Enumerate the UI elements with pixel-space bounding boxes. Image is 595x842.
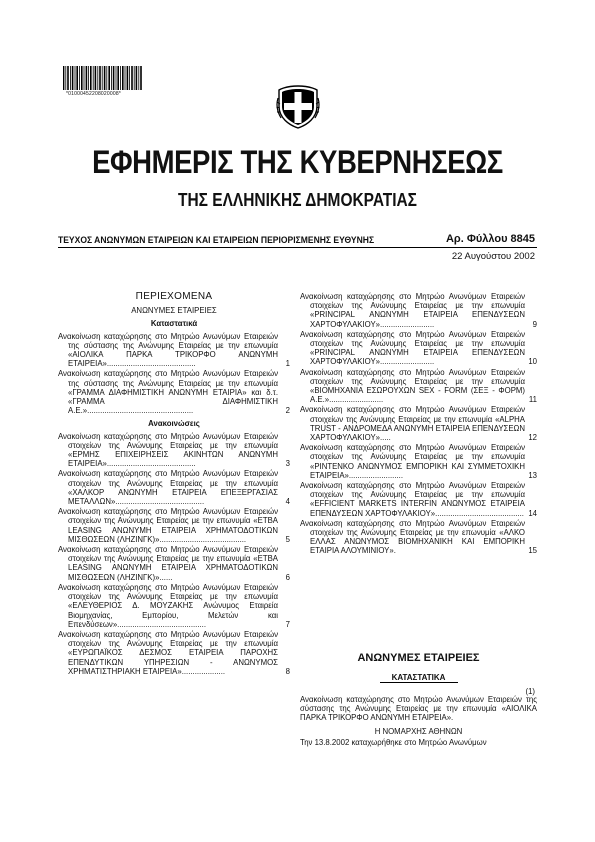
toc-entry[interactable]: Ανακοίνωση καταχώρησης στο Μητρώο Ανωνύμων Εταιρειών στοιχείων της Ανώνυμης Εταιρείας με την επωνυμία «ΧΑΛΚΟΡ ΑΝΩΝΥΜΗ ΕΤΑΙΡΕΙΑ ΕΠΕΞΕΡΓΑΣΙΑΣ ΜΕΤΑΛΛΩΝ»......................................... 4 [58,469,290,507]
issue-date: 22 Αυγούστου 2002 [451,251,535,262]
toc-entry[interactable]: Ανακοίνωση καταχώρησης στο Μητρώο Ανωνύμων Εταιρειών της σύστασης της Ανώνυμης Εταιρείας με την επωνυμία «ΑΙΟΛΙΚΑ ΠΑΡΚΑ ΤΡΙΚΟΡΦΟ ΑΝΩΝΥΜΗ ΕΤΑΙΡΕΙΑ»......................................... 1 [58,331,290,369]
issue-number: Αρ. Φύλλου 8845 [445,233,535,245]
toc-right-column [300,292,537,557]
toc-entry[interactable]: Ανακοίνωση καταχώρησης στο Μητρώο Ανωνύμων Εταιρειών στοιχείων της Ανώνυμης Εταιρείας με την επωνυμία «ΒΙΟΜΗΧΑΝΙΑ ΕΣΩΡΟΥΧΩΝ SEX - FORM (ΣΕΞ - ΦΟΡΜ) Α.Ε.»......................... 11 [300,367,537,405]
toc-entry[interactable]: Ανακοίνωση καταχώρησης στο Μητρώο Ανωνύμων Εταιρειών στοιχείων της Ανώνυμης Εταιρείας με την επωνυμία «ΕΤΒΑ LEASING ΑΝΩΝΥΜΗ ΕΤΑΙΡΕΙΑ ΧΡΗΜΑΤΟΔΟΤΙΚΩΝ ΜΙΣΘΩΣΕΩΝ (ΛΗΖΙΝΓΚ)»...... 6 [58,545,290,582]
toc-subtitle: ΑΝΩΝΥΜΕΣ ΕΤΑΙΡΕΙΕΣ [131,306,217,316]
prefecture-heading: Η ΝΟΜΑΡΧΗΣ ΑΘΗΝΩΝ [374,727,463,736]
section-heading: ΑΝΩΝΥΜΕΣ ΕΤΑΙΡΕΙΕΣ [357,652,480,664]
issue-type: ΤΕΥΧΟΣ ΑΝΩΝΥΜΩΝ ΕΤΑΙΡΕΙΩΝ ΚΑΙ ΕΤΑΙΡΕΙΩΝ ΠΕΡΙΟΡΙΣΜΕΝΗΣ ΕΥΘΥΝΗΣ [58,235,375,246]
toc-section-announcements: Ανακοινώσεις [148,419,200,429]
section-rule [380,682,458,683]
toc-section-statutes: Καταστατικά [150,319,198,329]
section-subheading: ΚΑΤΑΣΤΑΤΙΚΑ [391,673,446,682]
barcode [63,66,143,90]
toc-entry[interactable]: Ανακοίνωση καταχώρησης στο Μητρώο Ανωνύμων Εταιρειών στοιχείων της Ανώνυμης Εταιρείας με την επωνυμία «ΕΥΡΩΠΑΪΚΟΣ ΔΕΣΜΟΣ ΕΤΑΙΡΕΙΑ ΠΑΡΟΧΗΣ ΕΠΕΝΔΥΤΙΚΩΝ ΥΠΗΡΕΣΙΩΝ - ΑΝΩΝΥΜΟΣ ΧΡΗΜΑΤΙΣΤΗΡΙΑΚΗ ΕΤΑΙΡΕΙΑ».................... 8 [58,629,290,676]
toc-entry[interactable]: Ανακοίνωση καταχώρησης στο Μητρώο Ανωνύμων Εταιρειών στοιχείων της Ανώνυμης Εταιρείας με την επωνυμία «ΑΛΚΟ ΕΛΛΑΣ ΑΝΩΝΥΜΟΣ ΒΙΟΜΗΧΑΝΙΚΗ ΚΑΙ ΕΜΠΟΡΙΚΗ ΕΤΑΙΡΙΑ ΑΛΟΥΜΙΝΙΟΥ». 15 [300,518,537,556]
gazette-title: ΕΦΗΜΕΡΙΣ ΤΗΣ ΚΥΒΕΡΝΗΣΕΩΣ [92,144,503,180]
body-text-line: Την 13.8.2002 καταχωρήθηκε στο Μητρώο Ανωνύμων [300,738,487,747]
toc-entry[interactable]: Ανακοίνωση καταχώρησης στο Μητρώο Ανωνύμων Εταιρειών στοιχείων της Ανώνυμης Εταιρείας με την επωνυμία «ΕΡΜΗΣ ΕΠΙΧΕΙΡΗΣΕΙΣ ΑΚΙΝΗΤΩΝ ΑΝΩΝΥΜΗ ΕΤΑΙΡΕΙΑ»......................................... 3 [58,431,290,469]
toc-entry[interactable]: Ανακοίνωση καταχώρησης στο Μητρώο Ανωνύμων Εταιρειών στοιχείων της Ανώνυμης Εταιρείας με την επωνυμία «PRINCIPAL ΑΝΩΝΥΜΗ ΕΤΑΙΡΕΙΑ ΕΠΕΝΔΥΣΕΩΝ ΧΑΡΤΟΦΥΛΑΚΙΟΥ»......................... 10 [300,329,537,367]
toc-entry[interactable]: Ανακοίνωση καταχώρησης στο Μητρώο Ανωνύμων Εταιρειών στοιχείων της Ανώνυμης Εταιρείας με την επωνυμία «ΡΙΝΤΕΝΚΟ ΑΝΩΝΥΜΟΣ ΕΜΠΟΡΙΚΗ ΚΑΙ ΣΥΜΜΕΤΟΧΙΚΗ ΕΤΑΙΡΕΙΑ»......................... 13 [300,443,537,480]
toc-entry[interactable]: Ανακοίνωση καταχώρησης στο Μητρώο Ανωνύμων Εταιρειών της σύστασης της Ανώνυμης Εταιρείας με την επωνυμία «ΓΡΑΜΜΑ ΔΙΑΦΗΜΙΣΤΙΚΗ ΑΝΩΝΥΜΗ ΕΤΑΙΡΙΑ» και δ.τ. «ΓΡΑΜΜΑ ΔΙΑΦΗΜΙΣΤΙΚΗ Α.Ε.»................................................. 2 [58,369,290,416]
header-rule [58,247,537,248]
toc-entry[interactable]: Ανακοίνωση καταχώρησης στο Μητρώο Ανωνύμων Εταιρειών στοιχείων της Ανώνυμης Εταιρείας με την επωνυμία «PRINCIPAL ΑΝΩΝΥΜΗ ΕΤΑΙΡΕΙΑ ΕΠΕΝΔΥΣΕΩΝ ΧΑΡΤΟΦΥΛΑΚΙΟΥ»......................... 9 [300,292,537,329]
coat-of-arms-icon [275,84,321,130]
barcode-number: *01000452208020008* [66,91,121,97]
toc-entry[interactable]: Ανακοίνωση καταχώρησης στο Μητρώο Ανωνύμων Εταιρειών στοιχείων της Ανώνυμης Εταιρείας με την επωνυμία «EFFICIENT MARKETS INTERFIN ΑΝΩΝΥΜΟΣ ΕΤΑΙΡΕΙΑ ΕΠΕΝΔΥΣΕΩΝ ΧΑΡΤΟΦΥΛΑΚΙΟΥ»......................................... 14 [300,481,537,518]
toc-entry[interactable]: Ανακοίνωση καταχώρησης στο Μητρώο Ανωνύμων Εταιρειών στοιχείων της Ανώνυμης Εταιρείας με την επωνυμία «ALPHA TRUST - ΑΝΔΡΟΜΕΔΑ ΑΝΩΝΥΜΗ ΕΤΑΙΡΕΙΑ ΕΠΕΝΔΥΣΕΩΝ ΧΑΡΤΟΦΥΛΑΚΙΟΥ»..... 12 [300,405,537,443]
announcement-body: Ανακοίνωση καταχώρησης στο Μητρώο Ανωνύμων Εταιρειών της σύστασης της Ανώνυμης Εταιρείας με την επωνυμία «ΑΙΟΛΙΚΑ ΠΑΡΚΑ ΤΡΙΚΟΡΦΟ ΑΝΩΝΥΜΗ ΕΤΑΙΡΕΙΑ». [300,695,537,723]
toc-left-column [58,292,290,677]
toc-title: ΠΕΡΙΕΧΟΜΕΝΑ [135,291,213,302]
toc-entry[interactable]: Ανακοίνωση καταχώρησης στο Μητρώο Ανωνύμων Εταιρειών στοιχείων της Ανώνυμης Εταιρείας με την επωνυμία «ΕΛΕΥΘΕΡΙΟΣ Δ. ΜΟΥΖΑΚΗΣ Ανώνυμος Εταιρεία Βιομηχανίας, Εμπορίου, Μελετών και Επενδύσεων»......................................... 7 [58,582,290,629]
toc-entry[interactable]: Ανακοίνωση καταχώρησης στο Μητρώο Ανωνύμων Εταιρειών στοιχείων της Ανώνυμης Εταιρείας με την επωνυμία «ΕΤΒΑ LEASING ΑΝΩΝΥΜΗ ΕΤΑΙΡΕΙΑ ΧΡΗΜΑΤΟΔΟΤΙΚΩΝ ΜΙΣΘΩΣΕΩΝ (ΛΗΖΙΝΓΚ)»........................................ 5 [58,507,290,544]
entry-number: (1) [525,687,535,696]
gazette-subtitle: ΤΗΣ ΕΛΛΗΝΙΚΗΣ ΔΗΜΟΚΡΑΤΙΑΣ [178,190,417,210]
